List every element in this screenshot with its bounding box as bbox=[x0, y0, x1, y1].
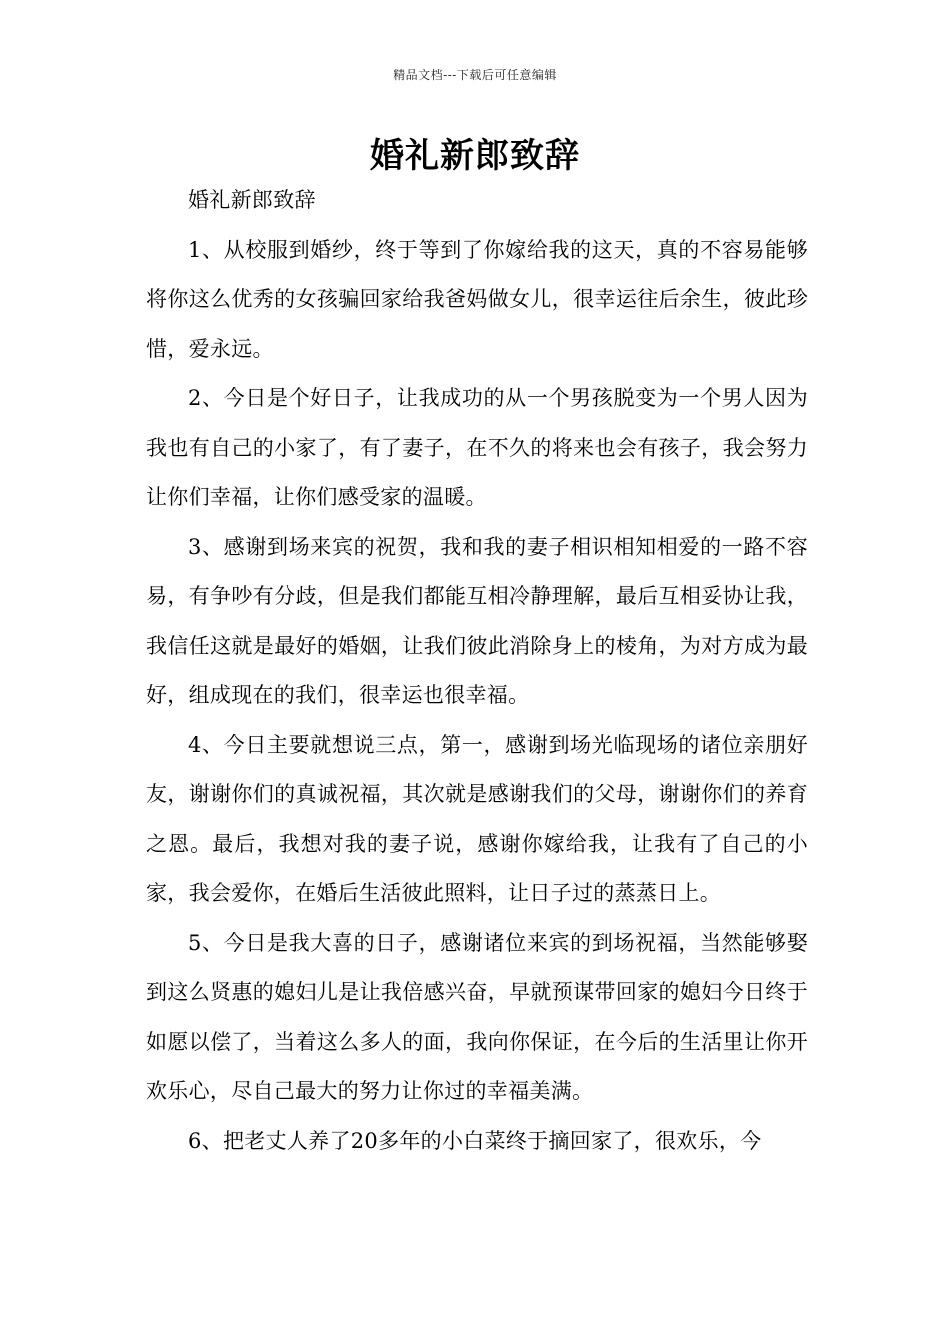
paragraph-2: 2、今日是个好日子，让我成功的从一个男孩脱变为一个男人因为我也有自己的小家了，有了妻子，在不久的将来也会有孩子，我会努力让你们幸福，让你们感受家的温暖。 bbox=[146, 386, 808, 509]
paragraph-1: 1、从校服到婚纱，终于等到了你嫁给我的这天，真的不容易能够将你这么优秀的女孩骗回家给我爸妈做女儿，很幸运往后余生，彼此珍惜，爱永远。 bbox=[146, 237, 808, 361]
paragraph-6: 6、把老丈人养了20多年的小白菜终于摘回家了，很欢乐，今 bbox=[188, 1128, 762, 1153]
subtitle-paragraph: 婚礼新郎致辞 bbox=[188, 188, 316, 212]
paragraph-4: 4、今日主要就想说三点，第一，感谢到场光临现场的诸位亲朋好友，谢谢你们的真诚祝福，其次就是感谢我们的父母，谢谢你们的养育之恩。最后，我想对我的妻子说，感谢你嫁给我，让我有了自己的小家，我会爱你，在婚后生活彼此照料，让日子过的蒸蒸日上。 bbox=[146, 732, 808, 905]
header-note: 精品文档---下载后可任意编辑 bbox=[393, 68, 557, 82]
document-title: 婚礼新郎致辞 bbox=[370, 136, 580, 176]
paragraph-5: 5、今日是我大喜的日子，感谢诸位来宾的到场祝福，当然能够娶到这么贤惠的媳妇儿是让我倍感兴奋，早就预谋带回家的媳妇今日终于如愿以偿了，当着这么多人的面，我向你保证，在今后的生活里让你开欢乐心，尽自己最大的努力让你过的幸福美满。 bbox=[146, 930, 808, 1103]
paragraph-3: 3、感谢到场来宾的祝贺，我和我的妻子相识相知相爱的一路不容易，有争吵有分歧，但是我们都能互相冷静理解，最后互相妥协让我，我信任这就是最好的婚姻，让我们彼此消除身上的棱角，为对方成为最好，组成现在的我们，很幸运也很幸福。 bbox=[146, 534, 808, 707]
document-body bbox=[146, 176, 808, 1166]
